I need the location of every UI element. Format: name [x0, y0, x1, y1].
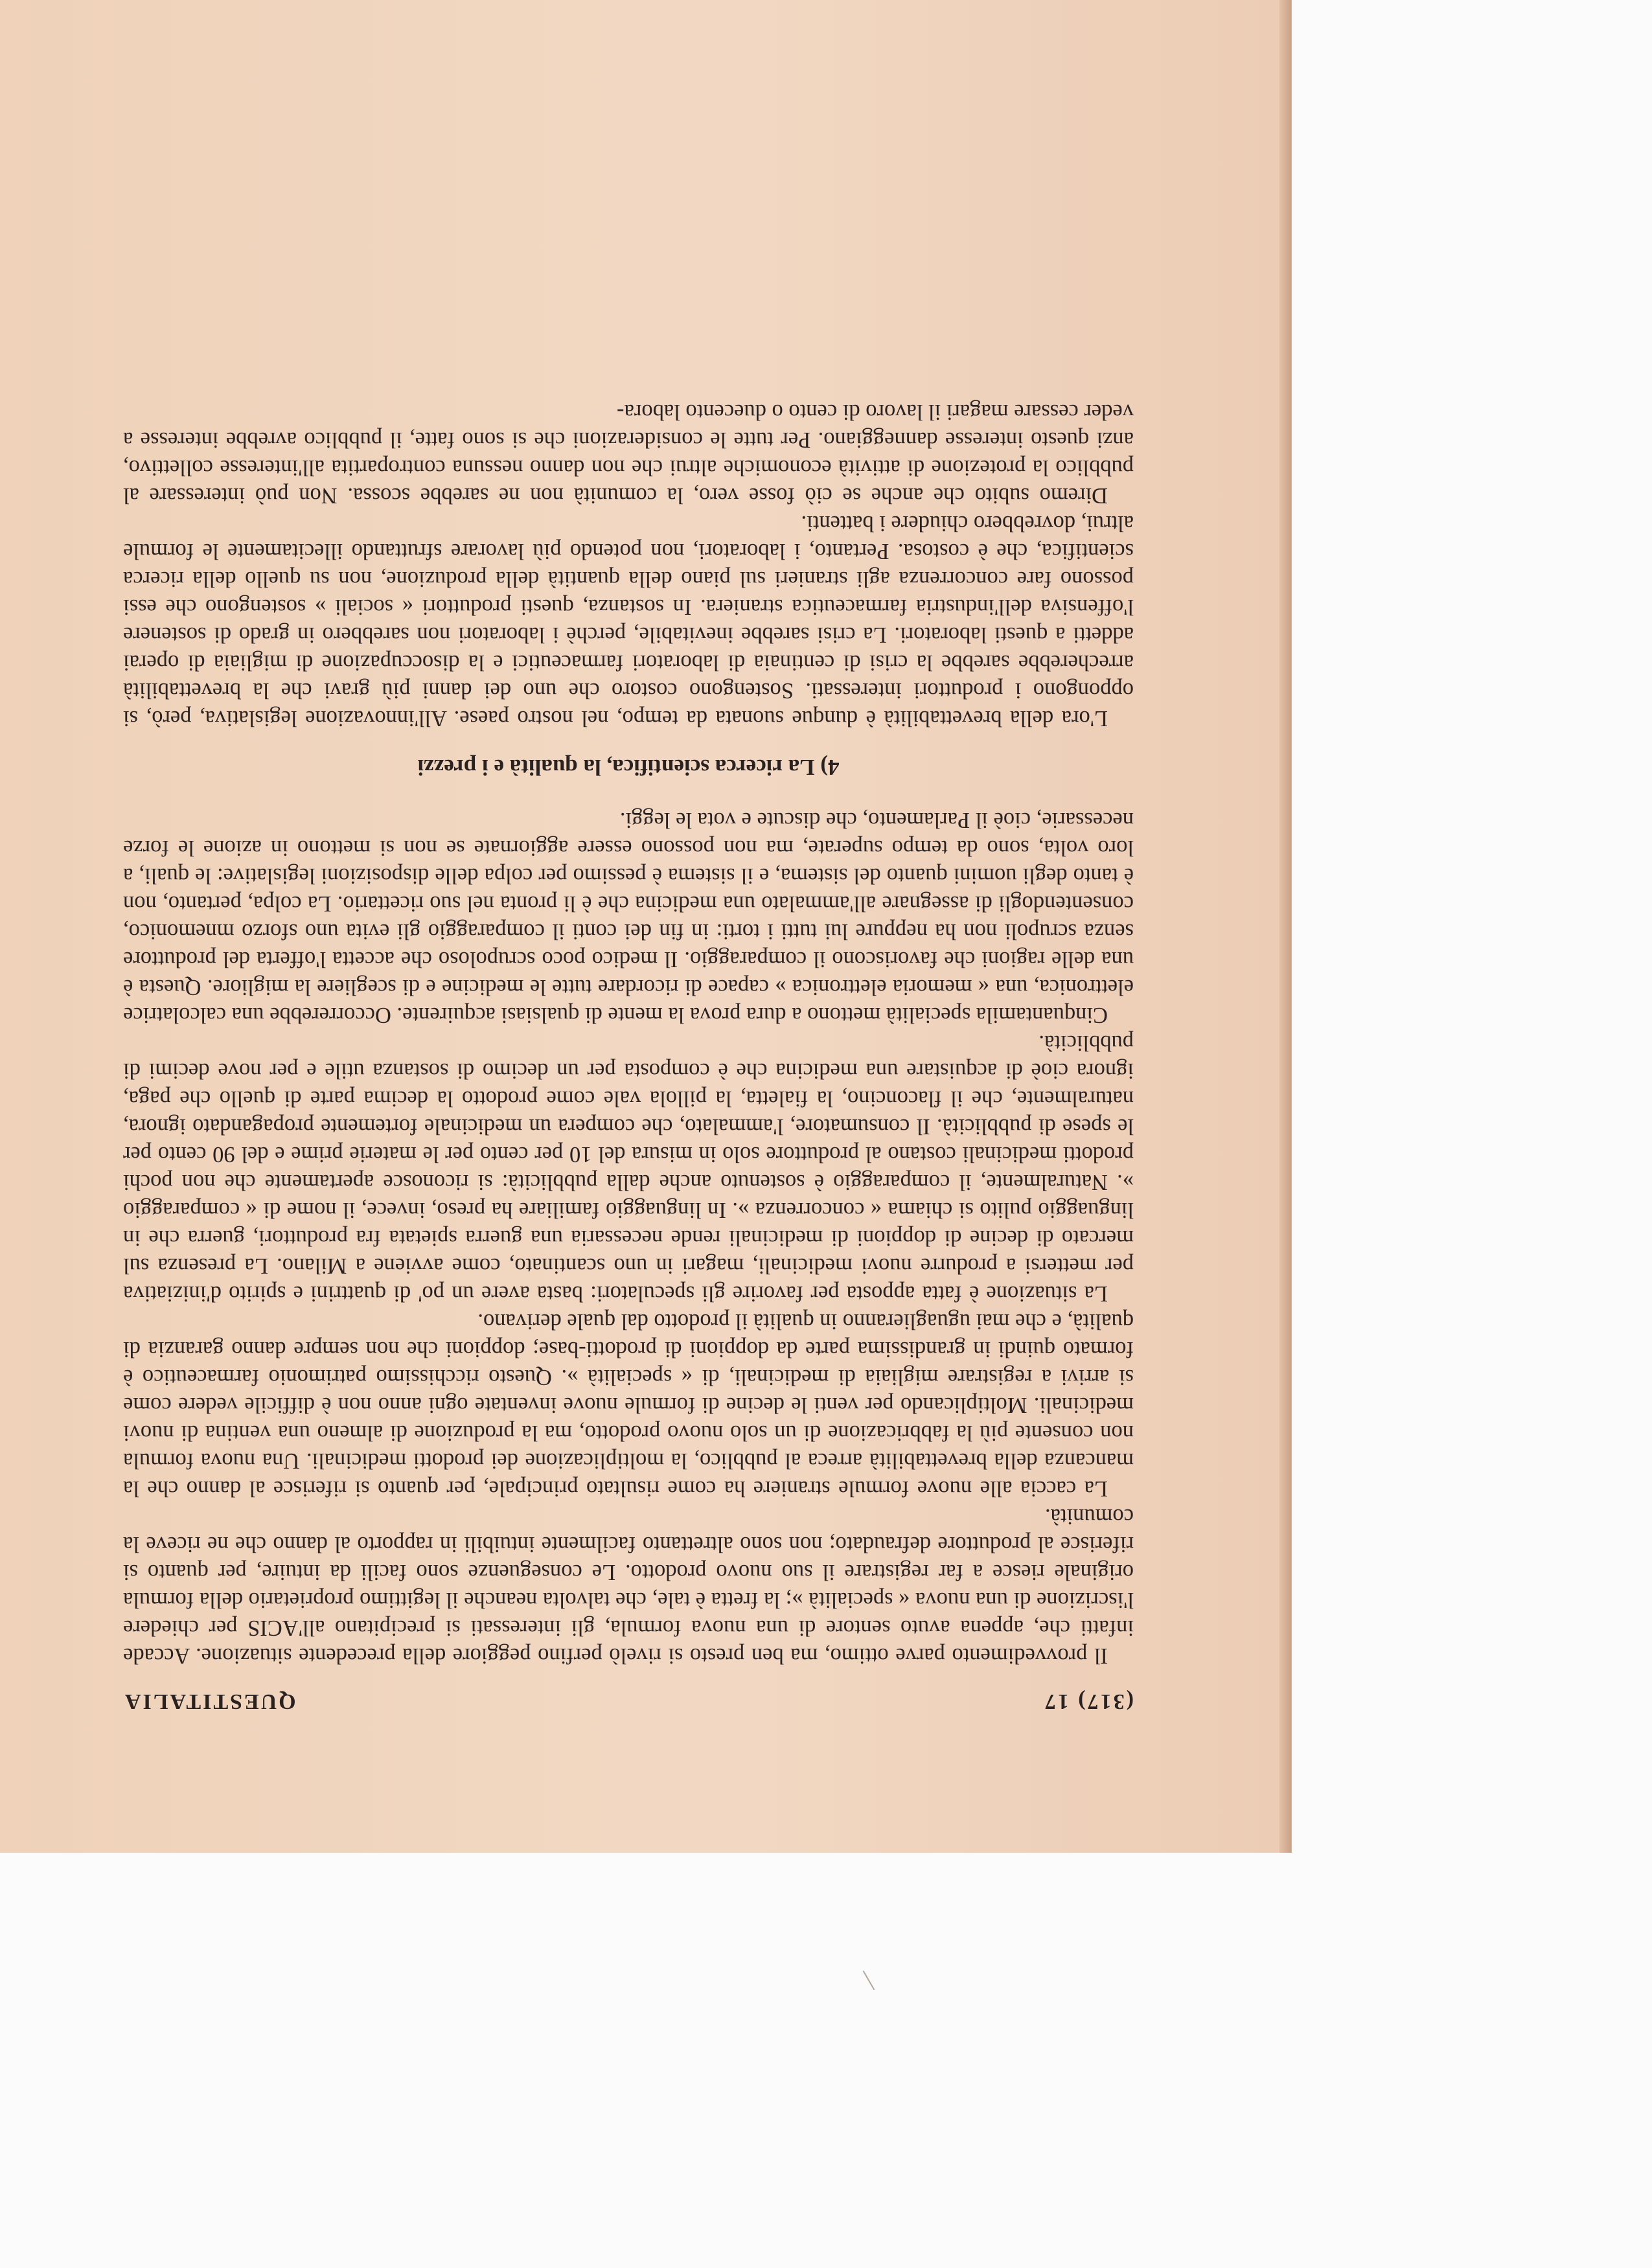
- running-header: [123, 1689, 1134, 1713]
- paragraph: Il provvedimento parve ottimo, ma ben presto si rivelò perfino peggiore della precedente situazione. Accade infatti che, appena avuto sentore di una nuova formula, gli interessati si precipitano all'ACIS per chiedere l'iscrizione di una nuova « specialità »; la fretta è tale, che talvolta neanche il legittimo proprietario della formula originale riesce a far registrare il suo nuovo prodotto. Le conseguenze sono facili da intuire, per quanto si riferisce al produttore defraudato; non sono altrettanto facilmente intuibili in rapporto al danno che ne riceve la comunità.: [123, 1504, 1134, 1668]
- section-heading: 4) La ricerca scientifica, la qualità e i prezzi: [417, 755, 840, 780]
- paragraph: Diremo subito che anche se ciò fosse vero, la comunità non ne sarebbe scossa. Non può interessare al pubblico la protezione di attività economiche altrui che non danno nessuna contropartita all'interesse collettivo, anzi questo interesse danneggiano. Per tutte le considerazioni che si sono fatte, il pubblico avrebbe interesse a veder cessare magari il lavoro di cento o duecento labora-: [123, 400, 1134, 508]
- paragraph: L'ora della brevettabilità è dunque suonata da tempo, nel nostro paese. All'innovazione legislativa, però, si oppongono i produttori interessati. Sostengono costoro che uno dei danni più gravi che la brevettabilità arrecherebbe sarebbe la crisi di centinaia di laboratori farmaceutici e la disoccupazione di migliaia di operai addetti a questi laboratori. La crisi sarebbe inevitabile, perchè i laboratori non sarebbero in grado di sostenere l'offensiva dell'industria farmaceutica straniera. In sostanza, questi produttori « sociali » sostengono che essi possono fare concorrenza agli stranieri sul piano della quantità della produzione, non su quello della ricerca scientifica, che è costosa. Pertanto, i laboratori, non potendo più lavorare sfruttando illecitamente le formule altrui, dovrebbero chiudere i battenti.: [123, 511, 1134, 731]
- page-content: [123, 398, 1134, 1713]
- paragraph: La caccia alle nuove formule straniere ha come risultato principale, per quanto si riferisce al danno che la mancanza della brevettabilità arreca al pubblico, la moltiplicazione dei prodotti medicinali. Una nuova formula non consente più la fabbricazione di un solo nuovo prodotto, ma la produzione di almeno una ventina di nuovi medicinali. Moltiplicando per venti le decine di formule nuove inventate ogni anno non è difficile vedere come si arrivi a registrare migliaia di medicinali, di « specialità ». Questo ricchissimo patrimonio farmaceutico è formato quindi in grandissima parte da doppioni di prodotti-base; doppioni che non sempre danno garanzia di qualità, e che mai uguaglieranno in qualità il prodotto dal quale derivano.: [123, 1309, 1134, 1501]
- paragraph: Cinquantamila specialità mettono a dura prova la mente di qualsiasi acquirente. Occorrerebbe una calcolatrice elettronica, una « memoria elettronica » capace di ricordare tutte le medicine e di scegliere la migliore. Questa è una delle ragioni che favoriscono il comparaggio. Il medico poco scrupoloso che accetta l'offerta del produttore senza scrupoli non ha neppure lui tutti i torti: in fin dei conti il comparaggio gli evita uno sforzo mnemonico, consentendogli di assegnare all'ammalato una medicina che è li pronta nel suo ricettario. La colpa, pertanto, non è tanto degli uomini quanto del sistema, e il sistema è pessimo per colpa delle disposizioni legislative: le quali, a loro volta, sono da tempo superate, ma non possono essere aggiornate se non si mettono in azione le forze necessarie, cioè il Parlamento, che discute e vota le leggi.: [123, 808, 1134, 1027]
- page-number: (317) 17: [1042, 1690, 1134, 1713]
- magazine-title: QUESTITALIA: [123, 1690, 296, 1713]
- paragraph: La situazione è fatta apposta per favorire gli speculatori: basta avere un po' di quattrini e spirito d'iniziativa per mettersi a produrre nuovi medicinali, magari in uno scantinato, come avviene a Milano. La presenza sul mercato di decine di doppioni di medicinali rende necessaria una guerra spietata fra produttori, guerra che in linguaggio pulito si chiama « concorrenza ». In linguaggio familiare ha preso, invece, il nome di « comparaggio ». Naturalmente, il comparaggio è sostenuto anche dalla pubblicità: si riconosce apertamente che non pochi prodotti medicinali costano al produttore solo in misura del 10 per cento per le materie prime e del 90 cento per le spese di pubblicità. Il consumatore, l'ammalato, che compera un medicinale fortemente propagandato ignora, naturalmente, che il flaconcino, la fialetta, la pillola vale come prodotto la decima parte di quello che paga, ignora cioè di acquistare una medicina che è composta per un decimo di sostanza utile e per nove decimi di pubblicità.: [123, 1031, 1134, 1306]
